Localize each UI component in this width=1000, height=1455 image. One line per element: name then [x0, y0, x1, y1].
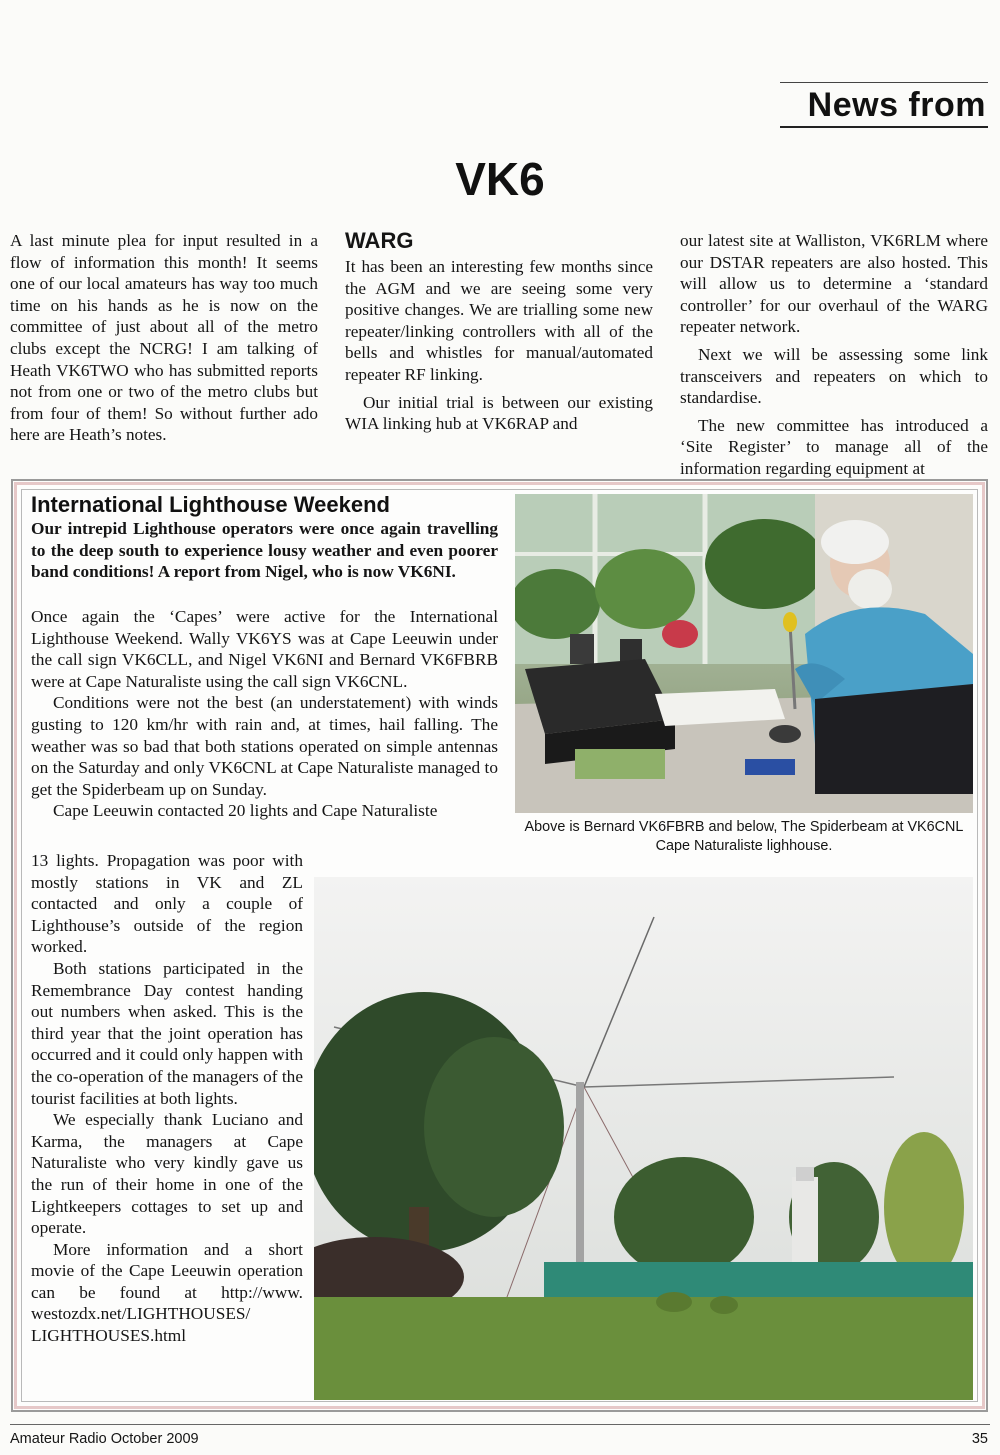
- footer-rule: [10, 1424, 990, 1425]
- lighthouse-body-upper: [31, 606, 498, 822]
- header-rule-top: [780, 82, 988, 83]
- lighthouse-paragraph-3b: 13 lights. Propagation was poor with mostly stations in VK and ZL contacted and only a couple of Lighthouse’s outside of the region worked.: [31, 851, 303, 957]
- intro-paragraph: A last minute plea for input resulted in a flow of information this month! It seems one of our local amateurs has way too much time on his hands as he is now on the committee of just about all of the metro clubs except the NCRG! I am talking of Heath VK6TWO who has submitted reports not from one or two of the metro clubs but from four of them! So without further ado here are Heath’s notes.: [10, 231, 318, 445]
- photo-caption: Above is Bernard VK6FBRB and below, The Spiderbeam at VK6CNL Cape Naturaliste lighhouse.: [524, 819, 964, 854]
- lighthouse-heading: International Lighthouse Weekend: [31, 492, 390, 517]
- operator-photo-illustration: [515, 494, 973, 813]
- warg-column-continued: [680, 230, 988, 480]
- footer-page-number: 35: [971, 1431, 988, 1447]
- warg-paragraph-1: It has been an interesting few months since the AGM and we are seeing some very positive changes. We are trialling some new repeater/linking controllers with all of the bells and whistles for manual/automated repeater RF linking.: [345, 257, 653, 384]
- lighthouse-lead: Our intrepid Lighthouse operators were once again travelling to the deep south to experience lousy weather and even poorer band conditions! A report from Nigel, who is now VK6NI.: [31, 519, 498, 582]
- lighthouse-paragraph-3a: Cape Leeuwin contacted 20 lights and Cape Naturaliste: [53, 801, 438, 821]
- warg-paragraph-5: The new committee has introduced a ‘Site Register’ to manage all of the information regarding equipment at: [680, 415, 988, 478]
- lighthouse-body-lower: [31, 850, 303, 1347]
- region-title: VK6: [455, 153, 545, 205]
- spiderbeam-photo-illustration: [314, 877, 973, 1400]
- lighthouse-paragraph-5: We especially thank Luciano and Karma, the managers at Cape Naturaliste who very kindly gave us the run of their home in one of the Lightkeepers cottages to set up and operate.: [31, 1110, 303, 1238]
- section-title: News from: [807, 86, 986, 124]
- warg-paragraph-4: Next we will be assessing some link transceivers and repeaters on which to standardise.: [680, 344, 988, 408]
- operator-photo: [515, 494, 973, 813]
- warg-heading: WARG: [345, 228, 414, 253]
- warg-column: [345, 228, 653, 435]
- lighthouse-paragraph-4: Both stations participated in the Remembrance Day contest handing out numbers when asked. This is the third year that the joint operation has occurred and it could only happen with the co-operation of the managers of the tourist facilities at both lights.: [31, 958, 303, 1108]
- footer-publication: Amateur Radio October 2009: [10, 1431, 199, 1447]
- warg-paragraph-3: our latest site at Walliston, VK6RLM where our DSTAR repeaters are also hosted. This will allow us to determine a ‘standard controller’ for our overhaul of the WARG repeater network.: [680, 231, 988, 337]
- intro-column: [10, 230, 318, 446]
- header-rule-bottom: [780, 126, 988, 128]
- warg-paragraph-2: Our initial trial is between our existing WIA linking hub at VK6RAP and: [345, 392, 653, 434]
- spiderbeam-photo: [314, 877, 973, 1400]
- lighthouse-paragraph-6: More information and a short movie of the Cape Leeuwin operation can be found at http://www. westozdx.net/LIGHTHOUSES/ LIGHTHOUSES.html: [31, 1239, 303, 1346]
- lighthouse-paragraph-2: Conditions were not the best (an understatement) with winds gusting to 120 km/hr with rain and, at times, hail falling. The weather was so bad that both stations operated on simple antennas on the Saturday and only VK6CNL at Cape Naturaliste managed to get the Spiderbeam up on Sunday.: [31, 693, 498, 799]
- lighthouse-paragraph-1: Once again the ‘Capes’ were active for the International Lighthouse Weekend. Wally VK6YS was at Cape Leeuwin under the call sign VK6CLL, and Nigel VK6NI and Bernard VK6FBRB were at Cape Naturaliste using the call sign VK6CNL.: [31, 607, 498, 691]
